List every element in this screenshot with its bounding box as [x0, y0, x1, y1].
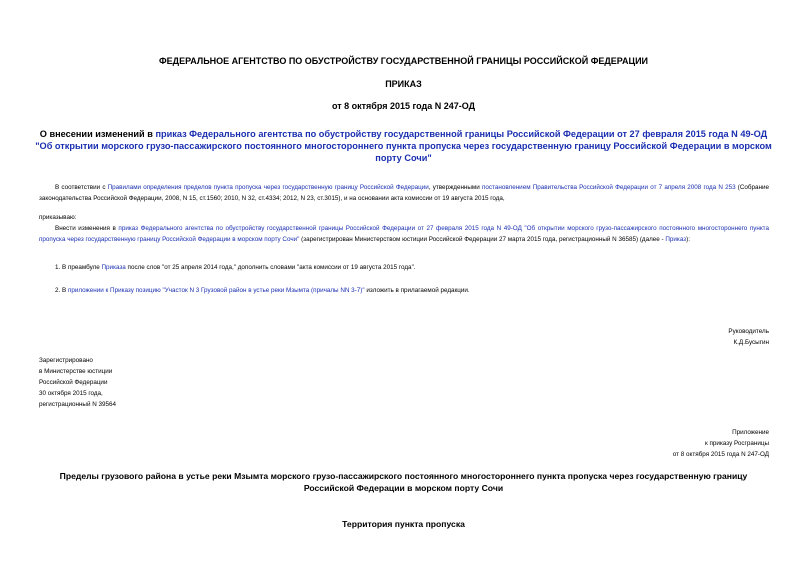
appendix-line: от 8 октября 2015 года N 247-ОД	[672, 451, 769, 458]
item1-order-link[interactable]: Приказа	[101, 264, 126, 271]
document-title	[35, 128, 772, 164]
p3-text-3: ):	[686, 236, 691, 243]
item-2	[55, 285, 755, 296]
appendix-line: Приложение	[732, 429, 769, 436]
registration-line: Российской Федерации	[39, 379, 108, 386]
title-order-link[interactable]: приказ Федерального агентства по обустройству государственной границы Российской Федерации от 27 февраля 2015 года N 49-ОД "Об открытии морского грузо-пассажирского постоянного многостороннего пункта пропуска через государственную границу Российской Федерации в морском порту Сочи"	[35, 129, 772, 163]
territory-title: Территория пункта пропуска	[342, 519, 465, 529]
agency-heading: ФЕДЕРАЛЬНОЕ АГЕНТСТВО ПО ОБУСТРОЙСТВУ ГОСУДАРСТВЕННОЙ ГРАНИЦЫ РОССИЙСКОЙ ФЕДЕРАЦИИ	[158, 56, 649, 66]
appendix-line: к приказу Росграницы	[705, 440, 769, 447]
appendix-position-link[interactable]: приложении к Приказу позицию "Участок N 3 Грузовой район в устье реки Мзымта (причалы NN 3-7)"	[67, 287, 365, 294]
preamble-paragraph	[39, 182, 769, 204]
item1-text-1: 1. В преамбуле	[55, 264, 102, 271]
signer-name: К.Д.Бусыгин	[733, 339, 769, 346]
registration-line: 30 октября 2015 года,	[39, 390, 103, 397]
government-decree-link[interactable]: постановлением Правительства Российской Федерации от 7 апреля 2008 года N 253	[481, 184, 736, 191]
registration-block	[39, 355, 116, 410]
boundary-title: Пределы грузового района в устье реки Мзымта морского грузо-пассажирского постоянного многостороннего пункта пропуска через государственную границу Российской Федерации в морском порту Сочи	[59, 471, 748, 493]
registration-line: регистрационный N 39564	[39, 401, 117, 408]
p1-text-3: (Собрание законодательства Российской Федерации, 2008, N 15, ст.1560; 2010, N 32, ст.4334; 2012, N 23, ст.3015), и на основании акта комиссии от 19 августа 2015 года,	[39, 184, 770, 202]
title-prefix: О внесении изменений в	[39, 129, 156, 139]
item-1	[55, 262, 755, 273]
order-short-link[interactable]: Приказ	[665, 236, 687, 243]
item2-text-1: 2. В	[55, 287, 68, 294]
registration-line: в Министерстве юстиции	[39, 368, 113, 375]
p1-text-2: , утвержденными	[428, 184, 482, 191]
amended-order-link[interactable]: приказ Федерального агентства по обустройству государственной границы Российской Федерации от 27 февраля 2015 года N 49-ОД "Об открытии морского грузо-пассажирского постоянного многостороннего пункта пропуска через государственную границу Российской Федерации в морском порту Сочи"	[39, 225, 769, 243]
item2-text-2: изложить в прилагаемой редакции.	[364, 287, 470, 294]
rules-link[interactable]: Правилами определения пределов пункта пропуска через государственную границу Российской Федерации	[107, 184, 429, 191]
registration-line: Зарегистрировано	[39, 357, 93, 364]
signer-position: Руководитель	[728, 328, 769, 335]
doc-date-number: от 8 октября 2015 года N 247-ОД	[331, 101, 476, 111]
p3-text-2: (зарегистрирован Министерством юстиции Российской Федерации 27 марта 2015 года, регистрационный N 36585) (далее -	[299, 236, 666, 243]
item1-text-2: после слов "от 25 апреля 2014 года," дополнить словами "акта комиссии от 19 августа 2015 года".	[125, 264, 416, 271]
order-word: приказываю:	[39, 214, 77, 221]
signature-block	[728, 326, 769, 348]
amendment-paragraph	[39, 223, 769, 245]
p3-text-1: Внести изменения в	[55, 225, 119, 232]
doc-type-heading: ПРИКАЗ	[385, 79, 422, 89]
p1-text-1: В соответствии с	[55, 184, 108, 191]
appendix-block	[673, 427, 769, 460]
